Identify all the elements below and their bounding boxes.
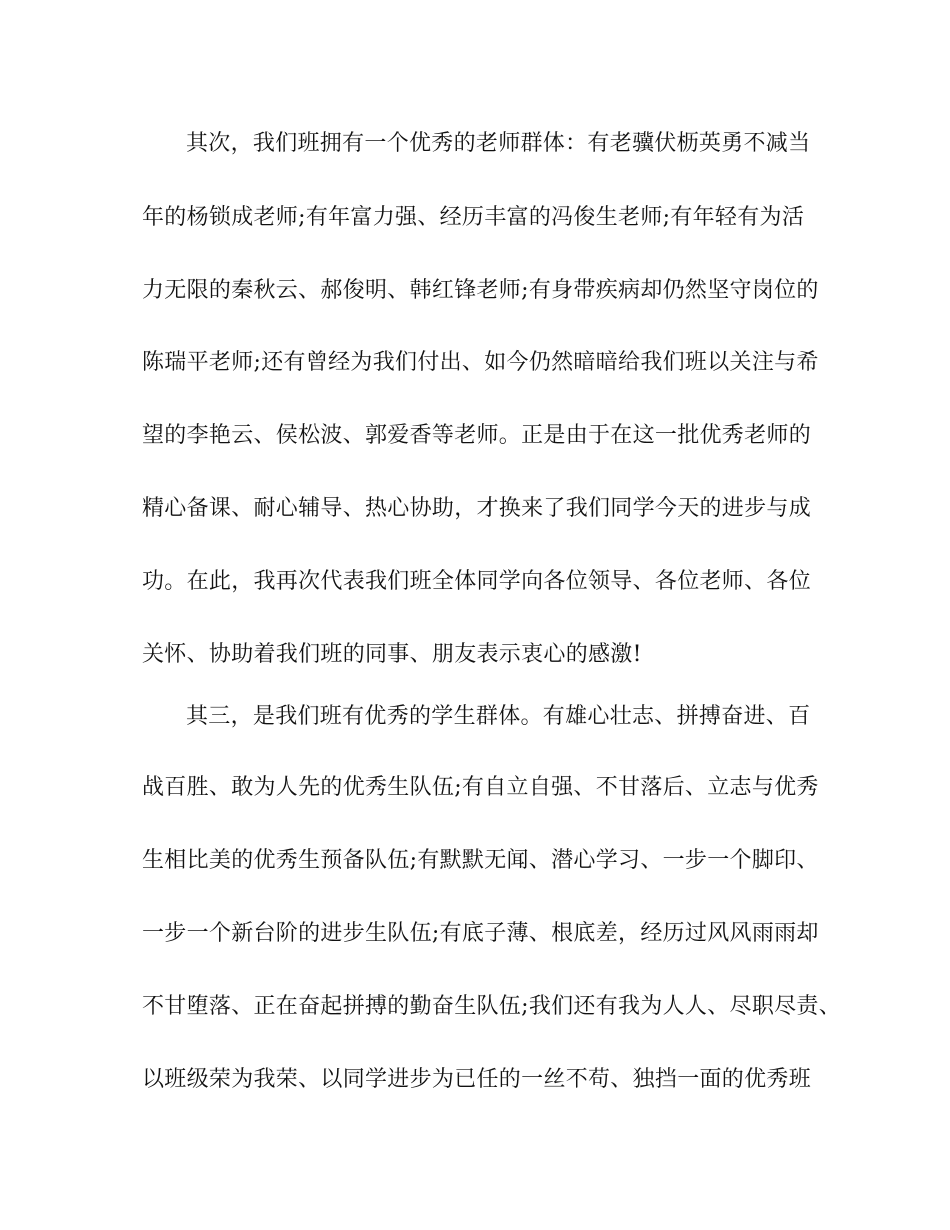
text-line-7: 功。在此，我再次代表我们班全体同学向各位领导、各位老师、各位	[142, 569, 812, 594]
text-line-5: 望的李艳云、侯松波、郭爱香等老师。正是由于在这一批优秀老师的	[142, 423, 812, 448]
text-line-1: 其次，我们班拥有一个优秀的老师群体：有老骥伏枥英勇不减当	[186, 131, 811, 156]
text-line-4: 陈瑞平老师;还有曾经为我们付出、如今仍然暗暗给我们班以关注与希	[142, 350, 819, 375]
text-line-12: 一步一个新台阶的进步生队伍;有底子薄、根底差，经历过风风雨雨却	[142, 921, 819, 946]
text-line-13: 不甘堕落、正在奋起拼搏的勤奋生队伍;我们还有我为人人、尽职尽责、	[142, 994, 842, 1019]
text-line-11: 生相比美的优秀生预备队伍;有默默无闻、潜心学习、一步一个脚印、	[142, 848, 819, 873]
text-line-3: 力无限的秦秋云、郝俊明、韩红锋老师;有身带疾病却仍然坚守岗位的	[142, 278, 819, 303]
text-line-9: 其三，是我们班有优秀的学生群体。有雄心壮志、拼搏奋进、百	[186, 704, 811, 729]
text-line-6: 精心备课、耐心辅导、热心协助，才换来了我们同学今天的进步与成	[142, 496, 812, 521]
text-line-10: 战百胜、敢为人先的优秀生队伍;有自立自强、不甘落后、立志与优秀	[142, 775, 819, 800]
text-line-14: 以班级荣为我荣、以同学进步为已任的一丝不苟、独挡一面的优秀班	[142, 1067, 812, 1092]
text-line-2: 年的杨锁成老师;有年富力强、经历丰富的冯俊生老师;有年轻有为活	[142, 205, 805, 230]
text-line-8: 关怀、协助着我们班的同事、朋友表示衷心的感激!	[142, 642, 642, 667]
